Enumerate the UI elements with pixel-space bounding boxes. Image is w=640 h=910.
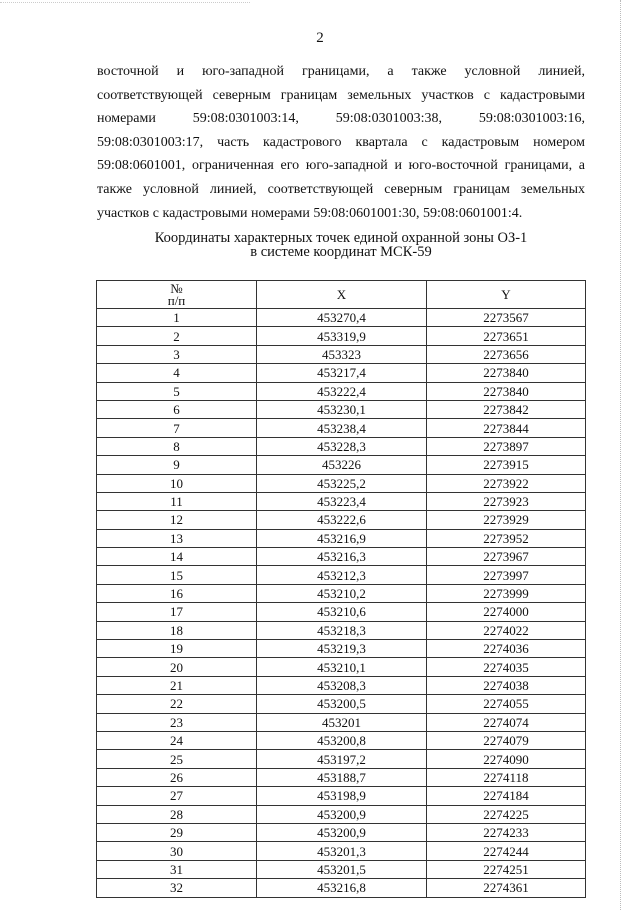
cell-number: 29 xyxy=(97,823,257,841)
cell-x: 453323 xyxy=(257,345,427,363)
cell-y: 2274090 xyxy=(427,750,586,768)
cell-y: 2274074 xyxy=(427,713,586,731)
table-row xyxy=(97,511,586,529)
cell-x: 453228,3 xyxy=(257,437,427,455)
cell-x: 453201,5 xyxy=(257,860,427,878)
table-title-line-1: Координаты характерных точек единой охранной зоны ОЗ-1 xyxy=(154,230,528,246)
cell-x: 453200,9 xyxy=(257,805,427,823)
cell-y: 2273651 xyxy=(427,327,586,345)
cell-number: 20 xyxy=(97,658,257,676)
cell-number: 6 xyxy=(97,400,257,418)
table-row xyxy=(97,456,586,474)
cell-y: 2273844 xyxy=(427,419,586,437)
table-row xyxy=(97,584,586,602)
cell-x: 453226 xyxy=(257,456,427,474)
cell-x: 453222,4 xyxy=(257,382,427,400)
cell-number: 31 xyxy=(97,860,257,878)
cell-number: 27 xyxy=(97,787,257,805)
cell-y: 2274233 xyxy=(427,823,586,841)
cell-number: 13 xyxy=(97,529,257,547)
cell-x: 453222,6 xyxy=(257,511,427,529)
cell-number: 23 xyxy=(97,713,257,731)
cell-y: 2274118 xyxy=(427,768,586,786)
body-text xyxy=(97,60,585,225)
cell-x: 453200,5 xyxy=(257,695,427,713)
table-row xyxy=(97,566,586,584)
cell-y: 2273656 xyxy=(427,345,586,363)
cell-y: 2273997 xyxy=(427,566,586,584)
cell-y: 2274225 xyxy=(427,805,586,823)
cell-y: 2274035 xyxy=(427,658,586,676)
table-row xyxy=(97,364,586,382)
cell-number: 4 xyxy=(97,364,257,382)
table-row xyxy=(97,879,586,897)
cell-y: 2274055 xyxy=(427,695,586,713)
table-row xyxy=(97,750,586,768)
table-row xyxy=(97,860,586,878)
table-row xyxy=(97,768,586,786)
header-number-line-1: № xyxy=(170,280,183,296)
cell-x: 453216,8 xyxy=(257,879,427,897)
cell-x: 453201 xyxy=(257,713,427,731)
cell-x: 453210,6 xyxy=(257,603,427,621)
cell-number: 10 xyxy=(97,474,257,492)
cell-y: 2274079 xyxy=(427,731,586,749)
table-row xyxy=(97,787,586,805)
cell-y: 2274251 xyxy=(427,860,586,878)
table-row xyxy=(97,676,586,694)
header-y: Y xyxy=(427,281,586,309)
cell-x: 453217,4 xyxy=(257,364,427,382)
cell-number: 5 xyxy=(97,382,257,400)
header-number-line-2: п/п xyxy=(167,292,186,308)
cell-y: 2273840 xyxy=(427,364,586,382)
cell-x: 453201,3 xyxy=(257,842,427,860)
cell-number: 22 xyxy=(97,695,257,713)
cell-y: 2273929 xyxy=(427,511,586,529)
table-title-line-2: в системе координат МСК-59 xyxy=(250,244,432,260)
table-row xyxy=(97,437,586,455)
cell-x: 453210,2 xyxy=(257,584,427,602)
cell-x: 453200,9 xyxy=(257,823,427,841)
cell-number: 1 xyxy=(97,309,257,327)
cell-x: 453208,3 xyxy=(257,676,427,694)
cell-x: 453218,3 xyxy=(257,621,427,639)
cell-y: 2273840 xyxy=(427,382,586,400)
cell-y: 2273567 xyxy=(427,309,586,327)
scan-edge-mark-top xyxy=(0,2,250,4)
cell-x: 453216,9 xyxy=(257,529,427,547)
cell-x: 453197,2 xyxy=(257,750,427,768)
cell-y: 2273923 xyxy=(427,492,586,510)
header-x: X xyxy=(257,281,427,309)
table-row xyxy=(97,621,586,639)
cell-number: 32 xyxy=(97,879,257,897)
cell-number: 9 xyxy=(97,456,257,474)
table-row xyxy=(97,842,586,860)
cell-number: 8 xyxy=(97,437,257,455)
table-row xyxy=(97,695,586,713)
cell-y: 2273915 xyxy=(427,456,586,474)
coordinates-table xyxy=(96,280,586,898)
table-row xyxy=(97,640,586,658)
cell-y: 2273897 xyxy=(427,437,586,455)
cell-number: 30 xyxy=(97,842,257,860)
cell-x: 453210,1 xyxy=(257,658,427,676)
table-row xyxy=(97,400,586,418)
cell-number: 18 xyxy=(97,621,257,639)
table-row xyxy=(97,474,586,492)
cell-x: 453216,3 xyxy=(257,548,427,566)
cell-number: 19 xyxy=(97,640,257,658)
scan-edge-mark-right xyxy=(620,0,623,910)
cell-y: 2274022 xyxy=(427,621,586,639)
page-number: 2 xyxy=(316,30,324,46)
cell-number: 25 xyxy=(97,750,257,768)
table-title xyxy=(97,231,585,259)
table-row xyxy=(97,492,586,510)
cell-x: 453212,3 xyxy=(257,566,427,584)
table-row xyxy=(97,419,586,437)
cell-y: 2273922 xyxy=(427,474,586,492)
cell-number: 28 xyxy=(97,805,257,823)
cell-x: 453319,9 xyxy=(257,327,427,345)
cell-y: 2274361 xyxy=(427,879,586,897)
cell-x: 453238,4 xyxy=(257,419,427,437)
table-row xyxy=(97,309,586,327)
cell-number: 11 xyxy=(97,492,257,510)
cell-x: 453219,3 xyxy=(257,640,427,658)
cell-x: 453200,8 xyxy=(257,731,427,749)
cell-x: 453270,4 xyxy=(257,309,427,327)
table-row xyxy=(97,823,586,841)
cell-y: 2274184 xyxy=(427,787,586,805)
cell-number: 14 xyxy=(97,548,257,566)
table-row xyxy=(97,713,586,731)
cell-y: 2274000 xyxy=(427,603,586,621)
cell-number: 17 xyxy=(97,603,257,621)
cell-number: 7 xyxy=(97,419,257,437)
cell-y: 2274244 xyxy=(427,842,586,860)
cell-x: 453225,2 xyxy=(257,474,427,492)
table-row xyxy=(97,345,586,363)
cell-y: 2273842 xyxy=(427,400,586,418)
cell-x: 453230,1 xyxy=(257,400,427,418)
paragraph: восточной и юго-западной границами, а также условной линией, соответствующей северным границам земельных участков с кадастровыми номерами 59:08:0301003:14, 59:08:0301003:38, 59:08:0301003:16, 59:08:0301003:17, часть кадастрового квартала с кадастровым номером 59:08:0601001, ограниченная его юго-западной и юго-восточной границами, а также условной линией, соответствующей северным границам земельных участков с кадастровыми номерами 59:08:0601001:30, 59:08:0601001:4. xyxy=(97,64,585,221)
cell-y: 2273999 xyxy=(427,584,586,602)
table-row xyxy=(97,603,586,621)
cell-x: 453198,9 xyxy=(257,787,427,805)
table-row xyxy=(97,327,586,345)
cell-number: 26 xyxy=(97,768,257,786)
table-row xyxy=(97,382,586,400)
cell-y: 2273967 xyxy=(427,548,586,566)
table-row xyxy=(97,658,586,676)
table-row xyxy=(97,805,586,823)
cell-number: 3 xyxy=(97,345,257,363)
table-row xyxy=(97,529,586,547)
cell-number: 15 xyxy=(97,566,257,584)
table-row xyxy=(97,548,586,566)
cell-x: 453223,4 xyxy=(257,492,427,510)
cell-x: 453188,7 xyxy=(257,768,427,786)
table-row xyxy=(97,731,586,749)
header-number xyxy=(97,281,257,309)
cell-y: 2273952 xyxy=(427,529,586,547)
cell-number: 16 xyxy=(97,584,257,602)
cell-y: 2274038 xyxy=(427,676,586,694)
cell-number: 2 xyxy=(97,327,257,345)
cell-number: 21 xyxy=(97,676,257,694)
cell-y: 2274036 xyxy=(427,640,586,658)
table-header-row xyxy=(97,281,586,309)
cell-number: 12 xyxy=(97,511,257,529)
cell-number: 24 xyxy=(97,731,257,749)
